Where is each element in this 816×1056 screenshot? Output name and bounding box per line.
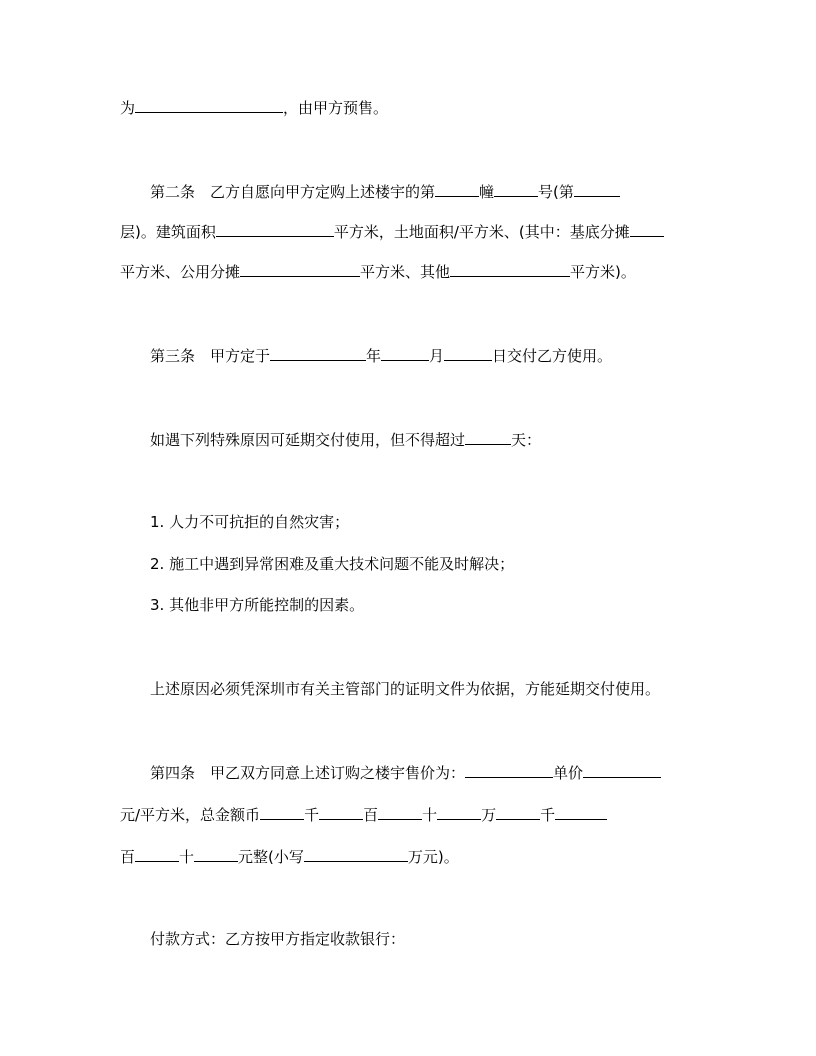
text: 平方米)。 bbox=[570, 263, 636, 281]
text: 单价 bbox=[553, 764, 584, 782]
fill-blank-unit[interactable] bbox=[494, 181, 538, 197]
article-3 bbox=[150, 345, 612, 365]
fill-blank-amount[interactable] bbox=[194, 846, 238, 862]
text: 元整(小写 bbox=[238, 848, 304, 866]
text: 平方米、其他 bbox=[360, 263, 451, 281]
fill-blank-amount[interactable] bbox=[319, 804, 363, 820]
fill-blank-day[interactable] bbox=[444, 345, 492, 361]
text: 万元)。 bbox=[407, 848, 459, 866]
text: 幢 bbox=[479, 183, 495, 201]
article-2-line-2 bbox=[120, 221, 664, 241]
payment-method: 付款方式：乙方按甲方指定收款银行： bbox=[150, 930, 406, 948]
text: 十 bbox=[422, 806, 438, 824]
text: 日交付乙方使用。 bbox=[492, 347, 613, 365]
text: 万 bbox=[481, 806, 497, 824]
text: ，由甲方预售。 bbox=[283, 99, 389, 117]
fill-blank-days[interactable] bbox=[465, 429, 511, 445]
text: 第四条 甲乙双方同意上述订购之楼宇售价为： bbox=[150, 764, 466, 782]
fill-blank-amount[interactable] bbox=[135, 846, 179, 862]
fill-blank-amount[interactable] bbox=[496, 804, 540, 820]
list-item: 3. 其他非甲方所能控制的因素。 bbox=[150, 596, 365, 614]
article-4-line-1 bbox=[150, 762, 661, 782]
text: 十 bbox=[179, 848, 195, 866]
article-4-line-2 bbox=[120, 804, 607, 824]
text: 月 bbox=[429, 347, 445, 365]
text: 平方米，土地面积/平方米、(其中：基底分摊 bbox=[333, 223, 630, 241]
fill-blank-year[interactable] bbox=[270, 345, 366, 361]
evidence-clause: 上述原因必须凭深圳市有关主管部门的证明文件为依据，方能延期交付使用。 bbox=[150, 680, 661, 698]
text: 第三条 甲方定于 bbox=[150, 347, 271, 365]
list-item: 1. 人力不可抗拒的自然灾害； bbox=[150, 513, 350, 531]
article-4-line-3 bbox=[120, 846, 459, 866]
fill-blank-unit-price[interactable] bbox=[583, 762, 661, 778]
fill-blank-amount-lower[interactable] bbox=[304, 846, 408, 862]
fill-blank-building-area[interactable] bbox=[216, 221, 334, 237]
text: 千 bbox=[540, 806, 556, 824]
article-2-line-1 bbox=[150, 181, 620, 201]
text: 层)。建筑面积 bbox=[120, 223, 216, 241]
fill-blank-location[interactable] bbox=[135, 97, 283, 113]
fill-blank-public-share[interactable] bbox=[240, 261, 360, 277]
fill-blank-month[interactable] bbox=[381, 345, 429, 361]
fill-blank-floor[interactable] bbox=[574, 181, 620, 197]
text: 百 bbox=[120, 848, 136, 866]
fill-blank-amount[interactable] bbox=[378, 804, 422, 820]
text: 年 bbox=[366, 347, 382, 365]
text: 天： bbox=[511, 431, 542, 449]
text: 为 bbox=[120, 99, 136, 117]
delay-clause bbox=[150, 429, 541, 449]
fill-blank-other-share[interactable] bbox=[450, 261, 570, 277]
list-item: 2. 施工中遇到异常困难及重大技术问题不能及时解决； bbox=[150, 555, 515, 573]
text: 千 bbox=[304, 806, 320, 824]
fill-blank-base-share[interactable] bbox=[630, 221, 664, 237]
article-2-line-3 bbox=[120, 261, 636, 281]
fill-blank-amount[interactable] bbox=[555, 804, 607, 820]
text: 元/平方米，总金额币 bbox=[120, 806, 261, 824]
fill-blank-amount[interactable] bbox=[260, 804, 304, 820]
fill-blank-amount[interactable] bbox=[437, 804, 481, 820]
text: 百 bbox=[363, 806, 379, 824]
text: 号(第 bbox=[538, 183, 574, 201]
paragraph-sale-location bbox=[120, 97, 388, 117]
text: 平方米、公用分摊 bbox=[120, 263, 241, 281]
text: 第二条 乙方自愿向甲方定购上述楼宇的第 bbox=[150, 183, 436, 201]
text: 如遇下列特殊原因可延期交付使用，但不得超过 bbox=[150, 431, 466, 449]
fill-blank-building[interactable] bbox=[435, 181, 479, 197]
fill-blank-price[interactable] bbox=[465, 762, 553, 778]
